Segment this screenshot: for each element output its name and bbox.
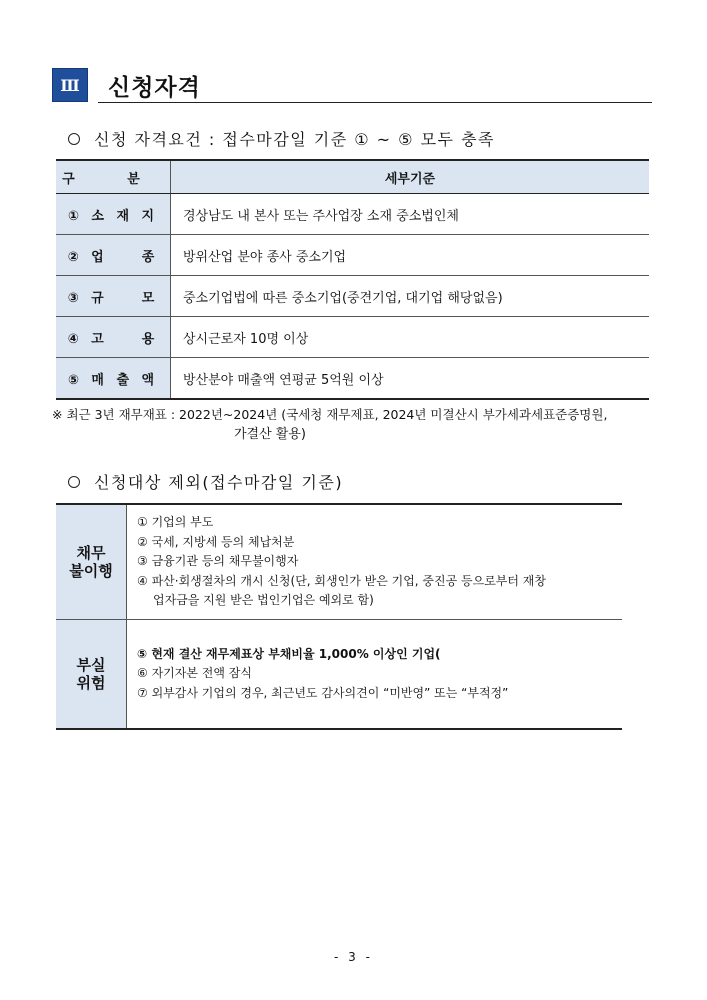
section-header <box>52 68 652 104</box>
table-header-row <box>56 160 649 194</box>
exclusions-heading <box>68 470 343 493</box>
row-label: ③ 규 모 <box>56 276 171 317</box>
group-label-line: 불이행 <box>69 562 113 580</box>
group-label-line: 위험 <box>76 674 106 692</box>
table-row <box>56 194 649 235</box>
list-item: ③ 금융기관 등의 채무불이행자 <box>137 554 299 569</box>
table-row <box>56 235 649 276</box>
header-criteria: 세부기준 <box>171 160 650 194</box>
list-item: ⑥ 자기자본 전액 잠식 <box>137 666 252 681</box>
requirements-heading-text: 신청 자격요건 : 접수마감일 기준 ① ~ ⑤ 모두 충족 <box>94 130 496 149</box>
row-label: ⑤ 매 출 액 <box>56 358 171 400</box>
section-title: 신청자격 <box>108 75 201 101</box>
row-label: ② 업 종 <box>56 235 171 276</box>
table-row <box>56 317 649 358</box>
requirements-table <box>56 159 649 400</box>
table-row <box>56 276 649 317</box>
table-row <box>56 504 622 620</box>
header-category: 구 분 <box>56 160 171 194</box>
note-line-1: ※ 최근 3년 재무재표 : 2022년~2024년 (국세청 재무제표, 2024년 미결산시 부가세과세표준증명원, <box>52 407 608 422</box>
list-item: ④ 파산·회생절차의 개시 신청(단, 회생인가 받은 기업, 중진공 등으로부터 재창 <box>137 573 546 588</box>
exclusions-heading-text: 신청대상 제외(접수마감일 기준) <box>94 473 344 492</box>
group-label-line: 부실 <box>76 656 106 674</box>
group-items-default <box>127 504 623 620</box>
table-row <box>56 620 622 730</box>
list-item: ⑤ 현재 결산 재무제표상 부채비율 1,000% 이상인 기업( <box>137 646 441 661</box>
row-value: 경상남도 내 본사 또는 주사업장 소재 중소법인체 <box>171 194 650 235</box>
group-items-risk <box>127 620 623 730</box>
exclusions-table <box>56 503 622 730</box>
section-number-badge: Ⅲ <box>52 68 88 102</box>
section-divider <box>98 102 652 103</box>
requirements-heading <box>68 127 495 150</box>
list-item: ② 국세, 지방세 등의 체납처분 <box>137 534 295 549</box>
row-label: ① 소 재 지 <box>56 194 171 235</box>
financial-statement-note <box>52 405 608 442</box>
row-value: 상시근로자 10명 이상 <box>171 317 650 358</box>
list-item: ① 기업의 부도 <box>137 515 214 530</box>
row-value: 방산분야 매출액 연평균 5억원 이상 <box>171 358 650 400</box>
circle-bullet-icon <box>68 476 80 488</box>
circle-bullet-icon <box>68 133 80 145</box>
page-number: - 3 - <box>334 950 373 964</box>
group-label-risk <box>56 620 127 730</box>
note-line-2: 가결산 활용) <box>234 427 306 442</box>
row-label: ④ 고 용 <box>56 317 171 358</box>
group-label-line: 채무 <box>76 544 106 562</box>
group-label-default <box>56 504 127 620</box>
row-value: 중소기업법에 따른 중소기업(중견기업, 대기업 해당없음) <box>171 276 650 317</box>
row-value: 방위산업 분야 종사 중소기업 <box>171 235 650 276</box>
list-item: 업자금을 지원 받은 법인기업은 예외로 함) <box>153 593 374 608</box>
table-row <box>56 358 649 400</box>
list-item: ⑦ 외부감사 기업의 경우, 최근년도 감사의견이 “미반영” 또는 “부적정” <box>137 685 509 700</box>
